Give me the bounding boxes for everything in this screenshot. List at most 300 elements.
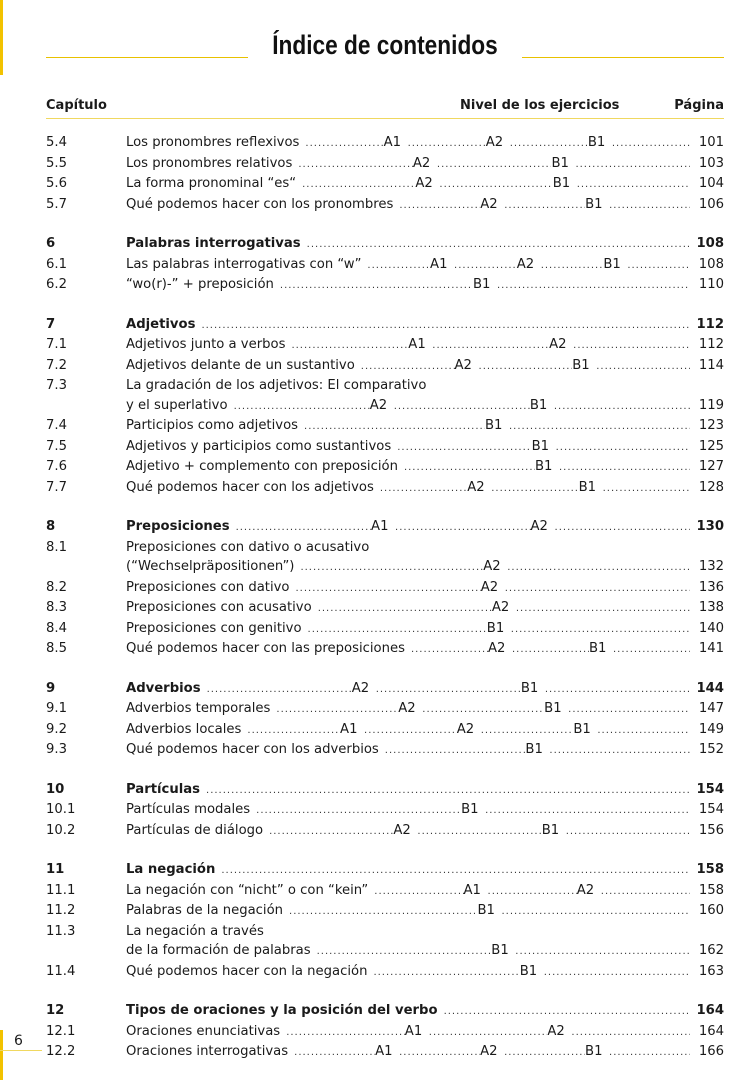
title-rule-right: [522, 57, 724, 58]
dot-leader: [397, 438, 531, 458]
entry-line: [126, 962, 724, 983]
entry-title: y el superlativo: [126, 397, 228, 413]
entry-title: Preposiciones con dativo: [126, 579, 290, 595]
entry-text-column: [126, 195, 724, 216]
entry-page: 163: [698, 963, 724, 979]
entry-number: 11.1: [46, 882, 76, 898]
entry-line: [126, 679, 724, 700]
edge-accent-top: [0, 0, 3, 75]
level-b1: B1: [585, 1044, 603, 1059]
entry-line: [126, 315, 724, 336]
level-b1: B1: [572, 357, 590, 373]
entry-page: 164: [698, 1023, 725, 1039]
entry-line: [126, 821, 724, 842]
entry-line: [126, 174, 724, 195]
level-a2: A2: [530, 519, 548, 534]
dot-leader: [545, 680, 690, 700]
edge-accent-bottom: [0, 1030, 3, 1080]
level-b1: B1: [477, 903, 495, 918]
entry-number: 7.2: [46, 357, 67, 373]
page-number: 6: [14, 1033, 23, 1049]
entry-page: 136: [698, 579, 724, 595]
level-b1: B1: [486, 620, 505, 636]
toc-entry: [46, 598, 724, 619]
level-a1: A1: [383, 135, 401, 150]
level-b1: B1: [520, 680, 539, 696]
entry-text-column: [126, 740, 724, 761]
dot-leader: [437, 155, 552, 175]
dot-leader: [307, 235, 690, 255]
toc-entry: [46, 881, 724, 902]
dot-leader: [555, 518, 690, 538]
dot-leader: [364, 721, 457, 741]
entry-number: 8.1: [46, 539, 67, 555]
entry-text-column: [126, 133, 724, 154]
level-b1: B1: [603, 256, 621, 272]
toc-entry: [46, 195, 724, 216]
dot-leader: [291, 336, 408, 356]
entry-title: Adjetivos: [126, 316, 196, 332]
dot-leader: [571, 1023, 690, 1043]
entry-title: Adjetivo + complemento con preposición: [126, 459, 398, 474]
toc-chapter-entry: [46, 860, 724, 881]
entry-title: La negación: [126, 862, 216, 877]
entry-page: 123: [698, 418, 724, 433]
entry-text-column: [126, 437, 724, 458]
page-title: Índice de contenidos: [272, 30, 498, 60]
entry-page: 108: [698, 256, 724, 272]
toc-entry: [46, 639, 724, 660]
entry-title: Preposiciones: [126, 519, 230, 534]
entry-line: [126, 699, 724, 720]
entry-page: 140: [698, 620, 724, 636]
entry-text-column: [126, 1001, 724, 1022]
dot-leader: [269, 822, 393, 842]
dot-leader: [612, 134, 690, 154]
level-a2: A2: [487, 641, 506, 656]
entry-number: 8.3: [46, 600, 67, 615]
entry-line: [126, 740, 724, 761]
entry-page: 103: [698, 155, 724, 171]
dot-leader: [516, 599, 690, 619]
dot-leader: [432, 336, 549, 356]
entry-text-column: [126, 356, 724, 377]
level-a2: A2: [485, 135, 504, 150]
dot-leader: [479, 357, 573, 377]
toc-entry: [46, 275, 724, 296]
entry-text-column: [126, 881, 724, 902]
entry-page: 110: [698, 277, 724, 292]
dot-leader: [597, 721, 690, 741]
entry-title-first-line: La gradación de los adjetivos: El comparativo: [126, 378, 427, 393]
dot-leader: [206, 781, 690, 801]
toc-chapter-entry: [46, 234, 724, 255]
dot-leader: [454, 256, 517, 276]
entry-line: [126, 275, 724, 296]
level-b1: B1: [573, 721, 591, 737]
toc-entry: [46, 416, 724, 437]
dot-leader: [411, 640, 488, 660]
level-a2: A2: [454, 357, 472, 373]
entry-title: Adverbios locales: [126, 721, 242, 737]
dot-leader: [577, 175, 690, 195]
entry-text-column: [126, 619, 724, 640]
dot-leader: [497, 276, 690, 296]
toc-entry: [46, 962, 724, 983]
entry-line: [126, 780, 724, 801]
dot-leader: [549, 741, 690, 761]
toc-entry: [46, 356, 724, 377]
level-b1: B1: [588, 641, 607, 656]
entry-page: 164: [696, 1003, 724, 1018]
entry-number: 6: [46, 236, 56, 251]
entry-title: Tipos de oraciones y la posición del verbo: [126, 1003, 438, 1018]
entry-page: 112: [696, 316, 724, 332]
entry-number: 6.2: [46, 277, 67, 292]
toc-entry: [46, 1022, 724, 1043]
entry-number: 7.1: [46, 337, 67, 352]
entry-text-column: [126, 335, 724, 356]
dot-leader: [507, 558, 690, 578]
entry-number: 5.7: [46, 196, 67, 212]
level-b1: B1: [541, 822, 560, 838]
entry-title: Oraciones interrogativas: [126, 1044, 289, 1059]
entry-page: 147: [698, 701, 725, 716]
level-a2: A2: [351, 680, 370, 696]
level-b1: B1: [525, 742, 543, 757]
level-b1: B1: [529, 397, 548, 413]
entry-page: 138: [698, 600, 724, 615]
header-level: Nivel de los ejercicios: [460, 98, 620, 113]
entry-number: 10.2: [46, 822, 76, 838]
entry-title: Qué podemos hacer con la negación: [126, 963, 368, 979]
entry-page: 112: [698, 337, 724, 352]
dot-leader: [417, 822, 541, 842]
entry-title: Adverbios temporales: [126, 701, 271, 716]
entry-text-column: [126, 517, 724, 538]
dot-leader: [613, 640, 690, 660]
dot-leader: [395, 518, 530, 538]
toc-entry: [46, 335, 724, 356]
toc-entry: [46, 740, 724, 761]
entry-title: Palabras de la negación: [126, 903, 284, 918]
dot-leader: [404, 458, 535, 478]
title-row: [46, 30, 724, 66]
entry-title: Los pronombres relativos: [126, 155, 293, 171]
dot-leader: [399, 196, 480, 216]
entry-line: [126, 416, 724, 437]
dot-leader: [596, 357, 690, 377]
entry-text-column: [126, 578, 724, 599]
dot-leader: [305, 134, 383, 154]
level-a1: A1: [375, 1044, 393, 1059]
entry-text-column: [126, 780, 724, 801]
level-b1: B1: [552, 176, 571, 191]
entry-page: 101: [698, 135, 724, 150]
dot-leader: [385, 741, 526, 761]
entry-title: Participios como adjetivos: [126, 418, 299, 433]
entry-title: Qué podemos hacer con los adverbios: [126, 742, 379, 757]
entry-line: [126, 437, 724, 458]
entry-title: Partículas: [126, 781, 201, 797]
toc-header: [46, 98, 724, 116]
dot-leader: [603, 479, 690, 499]
entry-line: [126, 800, 724, 821]
dot-leader: [394, 397, 530, 417]
dot-leader: [509, 417, 690, 437]
entry-title: Qué podemos hacer con los pronombres: [126, 196, 394, 212]
entry-number: 8: [46, 519, 56, 534]
dot-leader: [541, 256, 604, 276]
entry-page: 125: [698, 438, 724, 454]
dot-leader: [559, 458, 690, 478]
toc-entry: [46, 1042, 724, 1063]
entry-number: 7.7: [46, 479, 67, 495]
dot-leader: [374, 882, 463, 902]
entry-page: 158: [698, 882, 725, 898]
dot-leader: [422, 700, 544, 720]
entry-line: [126, 598, 724, 619]
entry-page: 144: [696, 680, 724, 696]
entry-number: 7.3: [46, 378, 67, 393]
entry-number: 8.5: [46, 641, 67, 656]
dot-leader: [485, 801, 690, 821]
dot-leader: [439, 175, 552, 195]
toc-chapter-entry: [46, 1001, 724, 1022]
level-a1: A1: [463, 882, 481, 898]
dot-leader: [502, 902, 690, 922]
entry-page: 141: [698, 641, 724, 656]
entry-text-column: [126, 598, 724, 619]
entry-text-column: [126, 821, 724, 842]
entry-page: 128: [698, 479, 725, 495]
dot-leader: [399, 1043, 480, 1063]
dot-leader: [512, 640, 589, 660]
toc-entry: [46, 720, 724, 741]
dot-leader: [568, 700, 690, 720]
entry-text-column: [126, 174, 724, 195]
entry-line: [126, 154, 724, 175]
entry-title: Palabras interrogativas: [126, 236, 301, 251]
entry-page: 158: [696, 862, 724, 877]
table-of-contents: [46, 133, 724, 1063]
entry-title: Adjetivos y participios como sustantivos: [126, 438, 392, 454]
entry-title: La forma pronominal “es“: [126, 176, 297, 191]
level-b1: B1: [534, 459, 553, 474]
dot-leader: [544, 963, 690, 983]
entry-number: 11.4: [46, 963, 76, 979]
entry-text-column: [126, 457, 724, 478]
toc-entry: [46, 578, 724, 599]
entry-line: [126, 478, 724, 499]
dot-leader: [575, 155, 690, 175]
toc-entry: [46, 901, 724, 922]
dot-leader: [318, 599, 492, 619]
entry-line: [126, 901, 724, 922]
entry-text-column: [126, 538, 724, 578]
toc-entry: [46, 174, 724, 195]
level-a2: A2: [398, 701, 416, 716]
entry-text-column: [126, 1042, 724, 1063]
entry-line: [126, 941, 724, 962]
entry-number: 6.1: [46, 256, 67, 272]
dot-leader: [276, 700, 398, 720]
dot-leader: [207, 680, 352, 700]
entry-text-column: [126, 699, 724, 720]
toc-chapter-entry: [46, 679, 724, 700]
level-a2: A2: [547, 1023, 565, 1039]
level-b1: B1: [519, 963, 538, 979]
entry-title: Oraciones enunciativas: [126, 1023, 281, 1039]
level-b1: B1: [587, 135, 606, 150]
level-a1: A1: [408, 337, 426, 352]
entry-number: 12: [46, 1003, 65, 1018]
level-a1: A1: [430, 256, 448, 272]
toc-entry: [46, 821, 724, 842]
level-b1: B1: [491, 943, 509, 958]
toc-entry: [46, 800, 724, 821]
entry-number: 7: [46, 316, 56, 332]
level-a1: A1: [404, 1023, 423, 1039]
entry-title: Los pronombres reflexivos: [126, 135, 300, 150]
entry-text-column: [126, 1022, 724, 1043]
entry-number: 9.1: [46, 701, 67, 716]
level-b1: B1: [585, 196, 603, 212]
entry-number: 12.1: [46, 1023, 76, 1039]
entry-line: [126, 396, 724, 417]
toc-chapter-entry: [46, 517, 724, 538]
level-a1: A1: [340, 721, 358, 737]
dot-leader: [609, 196, 690, 216]
dot-leader: [429, 1023, 548, 1043]
dot-leader: [298, 155, 413, 175]
entry-number: 9.2: [46, 721, 67, 737]
entry-text-column: [126, 962, 724, 983]
entry-number: 8.2: [46, 579, 67, 595]
dot-leader: [511, 620, 690, 640]
entry-text-column: [126, 275, 724, 296]
entry-line: [126, 619, 724, 640]
dot-leader: [504, 196, 585, 216]
toc-entry: [46, 457, 724, 478]
dot-leader: [491, 479, 578, 499]
level-a2: A2: [483, 559, 501, 574]
level-a2: A2: [491, 600, 510, 615]
dot-leader: [317, 942, 492, 962]
entry-title: Partículas modales: [126, 802, 251, 817]
entry-number: 10.1: [46, 802, 76, 817]
entry-title-first-line: La negación a través: [126, 923, 264, 939]
entry-line: [126, 335, 724, 356]
entry-line: [126, 1042, 724, 1063]
toc-entry: [46, 619, 724, 640]
entry-text-column: [126, 720, 724, 741]
entry-text-column: [126, 639, 724, 660]
entry-text-column: [126, 154, 724, 175]
entry-number: 5.6: [46, 176, 67, 191]
entry-line: [126, 517, 724, 538]
dot-leader: [408, 134, 486, 154]
entry-line: [126, 195, 724, 216]
dot-leader: [481, 721, 574, 741]
entry-page: 108: [696, 236, 724, 251]
toc-entry: [46, 699, 724, 720]
dot-leader: [373, 963, 519, 983]
entry-page: 162: [698, 943, 724, 958]
entry-title: Preposiciones con genitivo: [126, 620, 302, 636]
dot-leader: [236, 518, 371, 538]
dot-leader: [300, 558, 483, 578]
dot-leader: [361, 357, 455, 377]
dot-leader: [234, 397, 370, 417]
dot-leader: [444, 1002, 690, 1022]
entry-page: 154: [696, 781, 724, 797]
entry-title: (“Wechselpräpositionen”): [126, 559, 295, 574]
toc-entry: [46, 478, 724, 499]
entry-line: [126, 255, 724, 276]
dot-leader: [221, 861, 690, 881]
level-a2: A2: [412, 155, 431, 171]
entry-text-column: [126, 234, 724, 255]
entry-title: Preposiciones con acusativo: [126, 600, 312, 615]
entry-title: Partículas de diálogo: [126, 822, 264, 838]
header-chapter: Capítulo: [46, 98, 107, 113]
entry-number: 8.4: [46, 620, 67, 636]
entry-page: 114: [698, 357, 724, 373]
dot-leader: [201, 316, 690, 336]
entry-page: 132: [698, 559, 724, 574]
entry-page: 160: [698, 903, 724, 918]
entry-title-first-line: Preposiciones con dativo o acusativo: [126, 539, 370, 555]
entry-page: 152: [698, 742, 724, 757]
entry-number: 7.4: [46, 418, 67, 433]
dot-leader: [280, 276, 473, 296]
entry-text-column: [126, 901, 724, 922]
entry-line: [126, 457, 724, 478]
dot-leader: [376, 680, 521, 700]
level-b1: B1: [531, 438, 550, 454]
entry-page: 156: [698, 822, 725, 838]
entry-number: 12.2: [46, 1044, 76, 1059]
entry-title: Adverbios: [126, 680, 201, 696]
dot-leader: [556, 438, 690, 458]
header-page: Página: [674, 98, 724, 113]
toc-entry: [46, 376, 724, 416]
entry-text-column: [126, 255, 724, 276]
level-b1: B1: [461, 802, 479, 817]
dot-leader: [566, 822, 690, 842]
entry-title: de la formación de palabras: [126, 943, 311, 958]
level-b1: B1: [485, 418, 503, 433]
level-b1: B1: [578, 479, 597, 495]
entry-page: 149: [698, 721, 725, 737]
level-a2: A2: [480, 579, 499, 595]
dot-leader: [504, 1043, 585, 1063]
dot-leader: [554, 397, 690, 417]
entry-line: [126, 1022, 724, 1043]
entry-text-column: [126, 860, 724, 881]
entry-page: 130: [696, 519, 725, 534]
level-a2: A2: [456, 721, 475, 737]
toc-chapter-entry: [46, 780, 724, 801]
entry-text-column: [126, 416, 724, 437]
dot-leader: [294, 1043, 375, 1063]
dot-leader: [380, 479, 467, 499]
entry-title: Adjetivos delante de un sustantivo: [126, 357, 355, 373]
level-a2: A2: [467, 479, 485, 495]
toc-entry: [46, 154, 724, 175]
entry-line: [126, 133, 724, 154]
